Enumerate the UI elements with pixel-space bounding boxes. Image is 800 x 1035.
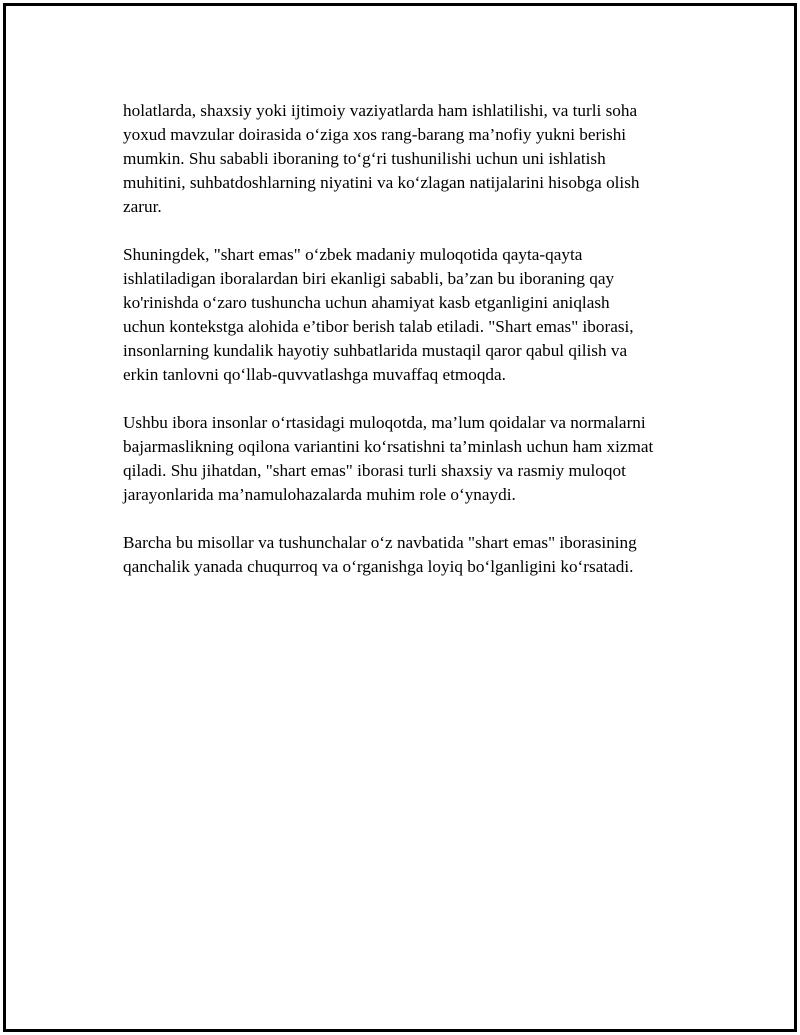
paragraph-1 [123,99,723,219]
text-line: bajarmaslikning oqilona variantini ko‘rsatishni ta’minlash uchun ham xizmat [123,437,654,456]
text-line: uchun kontekstga alohida e’tibor berish talab etiladi. "Shart emas" iborasi, [123,317,634,336]
text-line: Barcha bu misollar va tushunchalar o‘z navbatida "shart emas" iborasining [123,533,637,552]
text-line: Shuningdek, "shart emas" o‘zbek madaniy muloqotida qayta-qayta [123,245,583,264]
text-line: zarur. [123,197,162,216]
text-line: insonlarning kundalik hayotiy suhbatlarida mustaqil qaror qabul qilish va [123,341,628,360]
text-line: ko'rinishda o‘zaro tushuncha uchun ahamiyat kasb etganligini aniqlash [123,293,610,312]
text-line: muhitini, suhbatdoshlarning niyatini va ko‘zlagan natijalarini hisobga olish [123,173,640,192]
text-line: ishlatiladigan iboralardan biri ekanligi sababli, ba’zan bu iboraning qay [123,269,615,288]
text-line: yoxud mavzular doirasida o‘ziga xos rang-barang ma’nofiy yukni berishi [123,125,627,144]
text-line: Ushbu ibora insonlar o‘rtasidagi muloqotda, ma’lum qoidalar va normalarni [123,413,646,432]
text-line: erkin tanlovni qo‘llab-quvvatlashga muvaffaq etmoqda. [123,365,506,384]
text-line: holatlarda, shaxsiy yoki ijtimoiy vaziyatlarda ham ishlatilishi, va turli soha [123,101,638,120]
page-frame [3,3,797,1032]
text-line: qanchalik yanada chuqurroq va o‘rganishga loyiq bo‘lganligini ko‘rsatadi. [123,557,634,576]
text-line: qiladi. Shu jihatdan, "shart emas" iborasi turli shaxsiy va rasmiy muloqot [123,461,626,480]
document-body [123,99,723,603]
paragraph-4 [123,531,723,579]
text-line: mumkin. Shu sababli iboraning to‘g‘ri tushunilishi uchun uni ishlatish [123,149,606,168]
text-line: jarayonlarida ma’namulohazalarda muhim role o‘ynaydi. [123,485,516,504]
paragraph-3 [123,411,723,507]
paragraph-2 [123,243,723,387]
